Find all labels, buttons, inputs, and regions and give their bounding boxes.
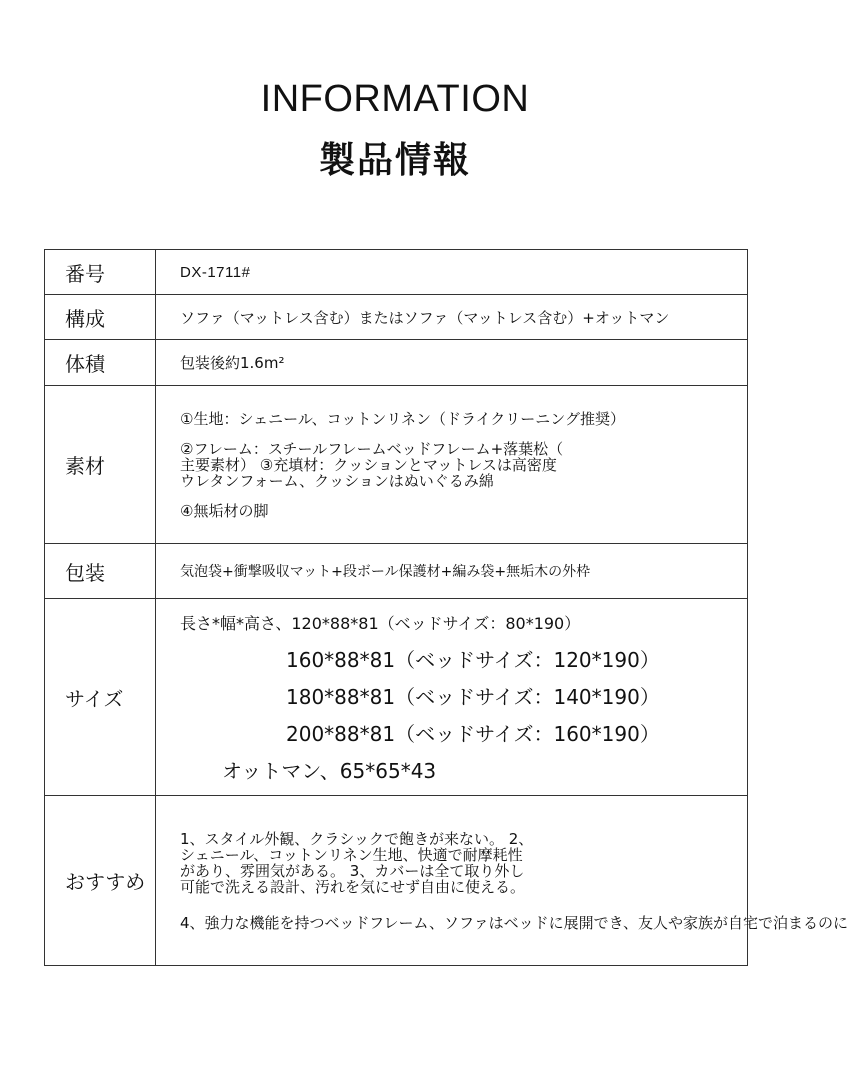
label-size: サイズ <box>45 599 156 796</box>
value-composition: ソファ（マットレス含む）またはソファ（マットレス含む）+オットマン <box>156 295 748 340</box>
label-recommend: おすすめ <box>45 796 156 966</box>
value-number: DX-1711# <box>156 250 748 295</box>
row-recommend <box>45 796 748 966</box>
row-packaging <box>45 544 748 599</box>
size-line-ottoman: オットマン、65*65*43 <box>222 758 437 783</box>
material-frame-line: 主要素材） ③充填材：クッションとマットレスは高密度 <box>180 455 557 474</box>
label-packaging: 包装 <box>45 544 156 599</box>
material-legs: ④無垢材の脚 <box>180 501 269 520</box>
title-english: INFORMATION <box>260 78 530 120</box>
size-line: 160*88*81（ベッドサイズ：120*190） <box>286 647 660 672</box>
size-line: 180*88*81（ベッドサイズ：140*190） <box>286 684 660 709</box>
value-recommend <box>156 796 848 966</box>
size-line: 200*88*81（ベッドサイズ：160*190） <box>286 721 660 746</box>
label-composition: 構成 <box>45 295 156 340</box>
material-frame-line: ②フレーム：スチールフレームベッドフレーム+落葉松（ <box>180 439 564 458</box>
size-line: 長さ*幅*高さ、120*88*81（ベッドサイズ：80*190） <box>180 613 581 633</box>
row-composition <box>45 295 748 340</box>
recommend-line: シェニール、コットンリネン生地、快適で耐摩耗性 <box>180 845 523 864</box>
title-japanese: 製品情報 <box>318 140 471 181</box>
value-packaging: 気泡袋+衝撃吸収マット+段ボール保護材+編み袋+無垢木の外枠 <box>156 544 748 599</box>
value-material <box>156 386 748 544</box>
value-volume: 包装後約1.6m² <box>156 340 748 386</box>
recommend-point-4: 4、強力な機能を持つベッドフレーム、ソファはベッドに展開でき、友人や家族が自宅で泊まるのに <box>180 913 848 932</box>
material-frame <box>180 441 747 489</box>
label-volume: 体積 <box>45 340 156 386</box>
recommend-line: 可能で洗える設計、汚れを気にせず自由に使える。 <box>180 877 526 896</box>
row-size <box>45 599 748 796</box>
label-number: 番号 <box>45 250 156 295</box>
row-number <box>45 250 748 295</box>
label-material: 素材 <box>45 386 156 544</box>
row-volume <box>45 340 748 386</box>
spec-table <box>44 249 848 966</box>
value-size <box>156 599 748 796</box>
material-fabric: ①生地：シェニール、コットンリネン（ドライクリーニング推奨） <box>180 409 626 428</box>
material-frame-line: ウレタンフォーム、クッションはぬいぐるみ綿 <box>180 471 494 490</box>
row-material <box>45 386 748 544</box>
recommend-line: 1、スタイル外観、クラシックで飽きが来ない。 2、 <box>180 829 534 848</box>
recommend-points <box>180 831 747 895</box>
recommend-line: があり、雰囲気がある。 3、カバーは全て取り外し <box>180 861 525 880</box>
